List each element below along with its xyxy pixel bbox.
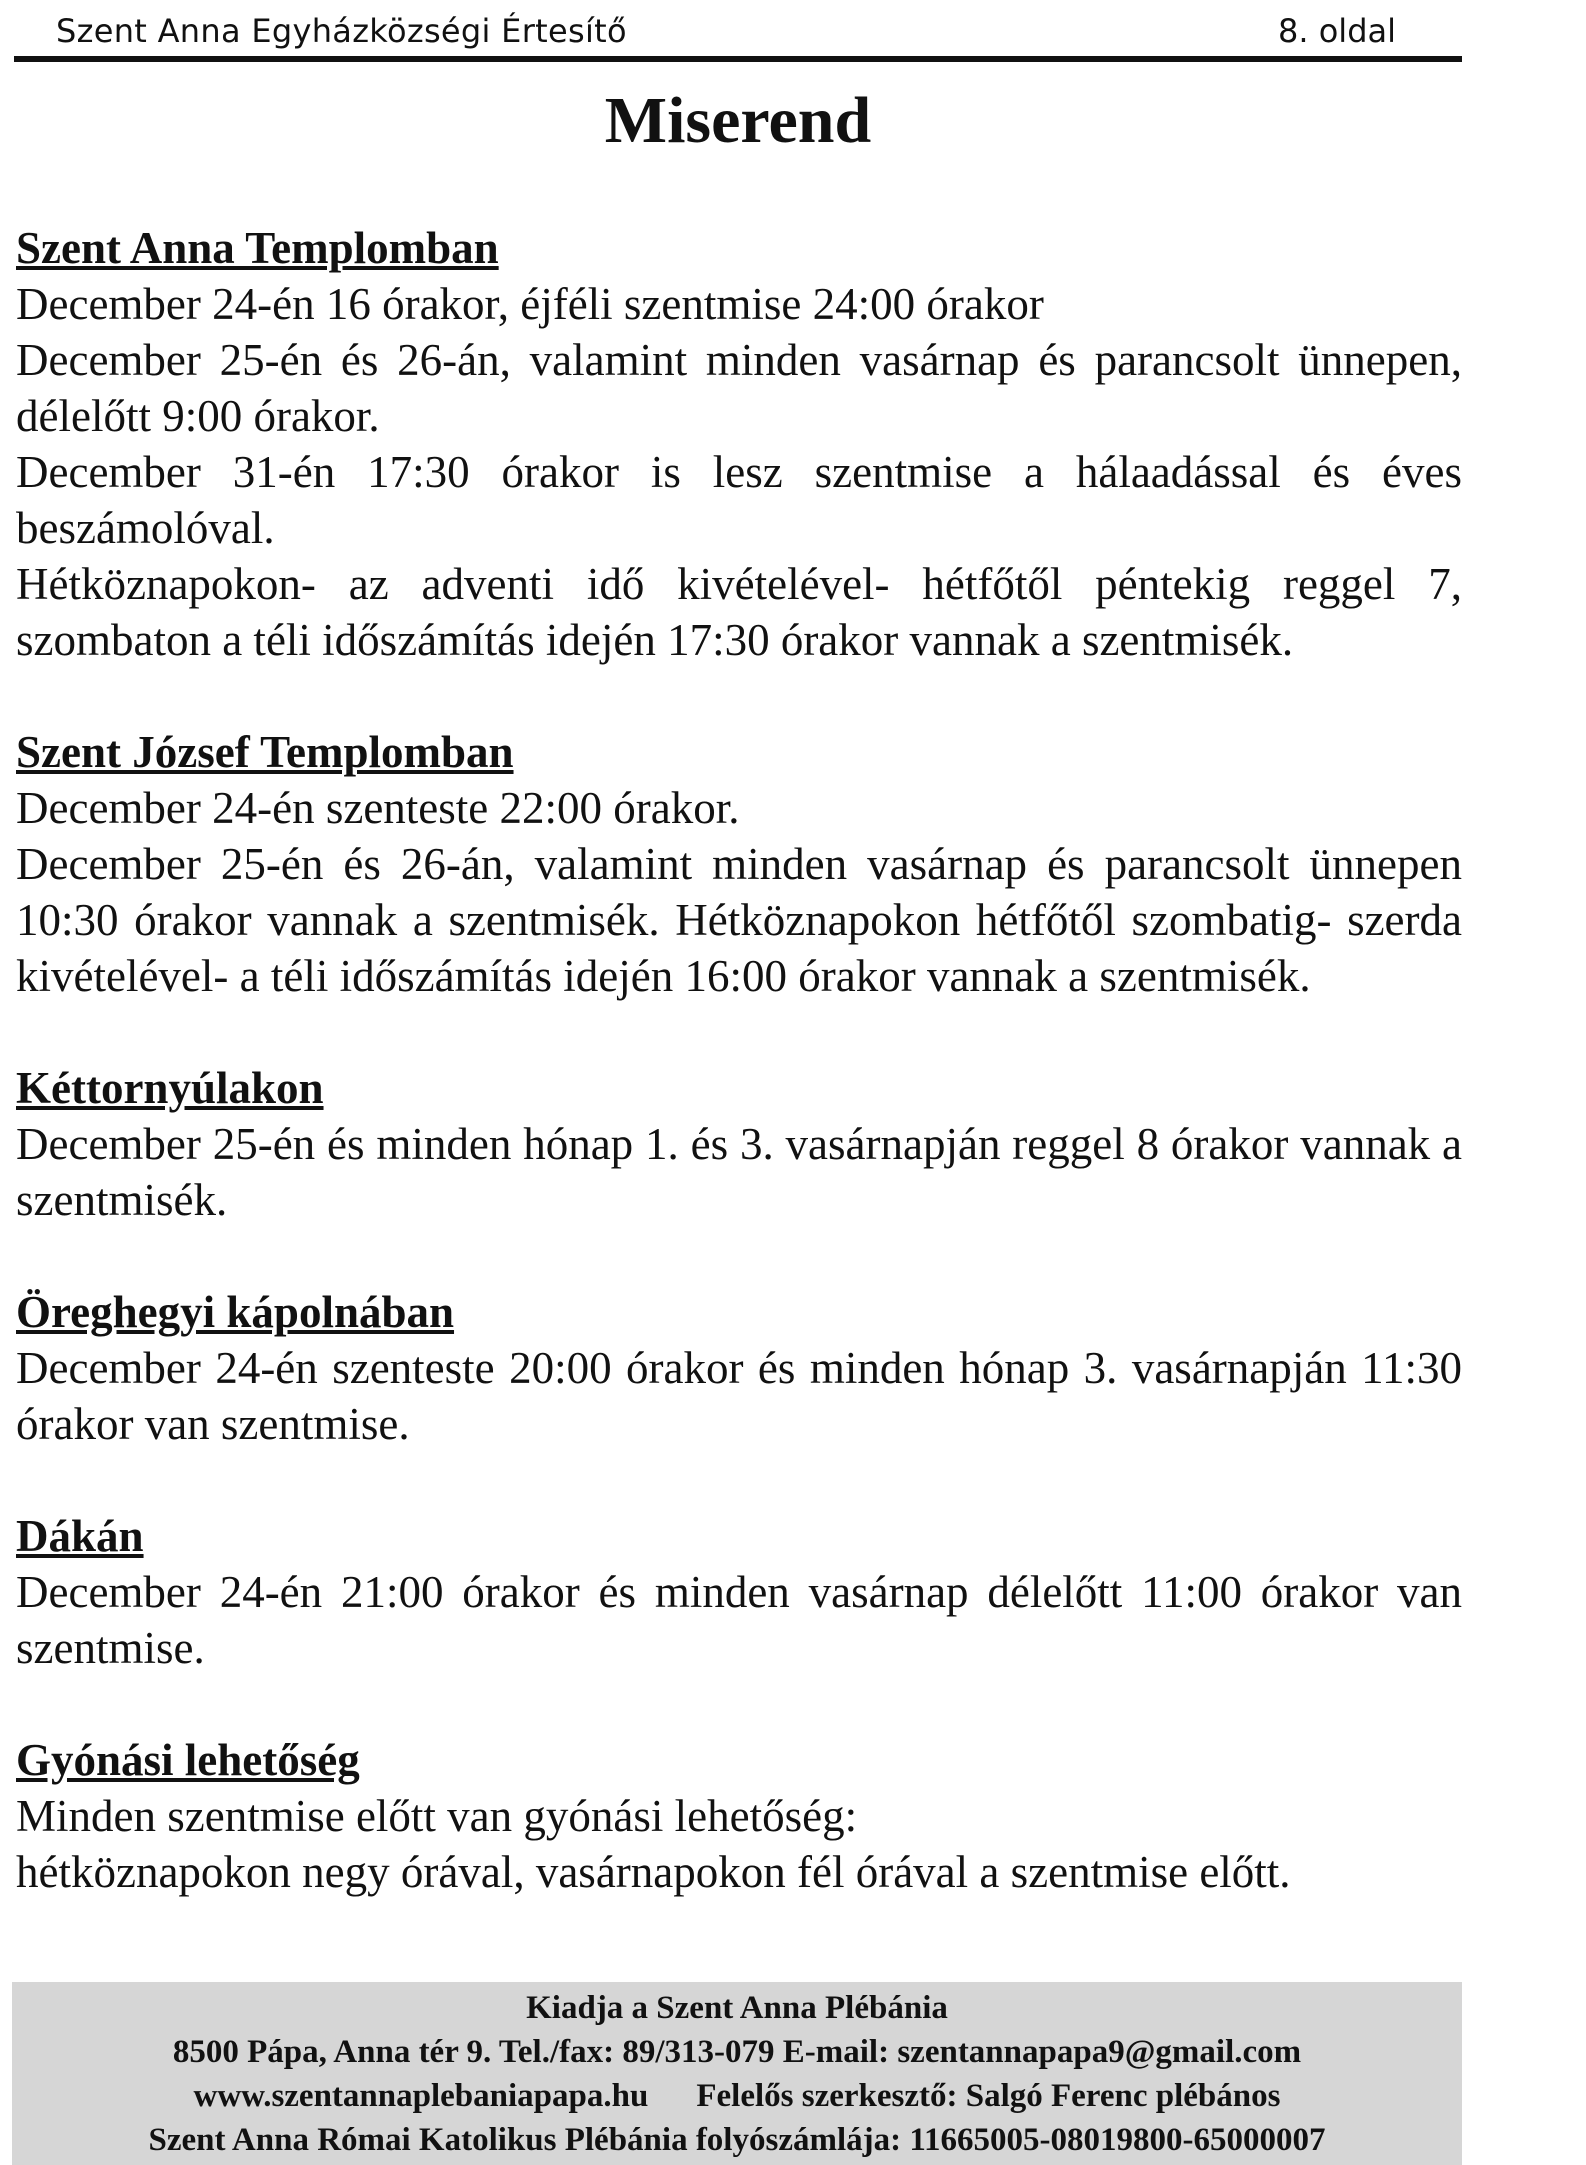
paragraph: December 24-én 21:00 órakor és minden vasárnap délelőtt 11:00 órakor van szentmise. — [16, 1567, 1462, 1673]
paragraph: Hétköznapokon- az adventi idő kivételével- hétfőtől péntekig reggel 7, szombaton a téli időszámítás idején 17:30 órakor vannak a szentmisék. — [16, 559, 1462, 665]
paragraph: December 31-én 17:30 órakor is lesz szentmise a hálaadással és éves beszámolóval. — [16, 447, 1462, 553]
paragraph: December 24-én szenteste 20:00 órakor és minden hónap 3. vasárnapján 11:30 órakor van szentmise. — [16, 1343, 1462, 1449]
section-heading: Szent Anna Templomban — [16, 223, 499, 273]
paragraph: December 24-én szenteste 22:00 órakor. — [16, 783, 740, 833]
section-heading: Gyónási lehetőség — [16, 1735, 360, 1785]
paragraph: Minden szentmise előtt van gyónási lehetőség: — [16, 1791, 858, 1841]
footer-website: www.szentannaplebaniapapa.hu — [193, 2078, 649, 2114]
footer-contact: 8500 Pápa, Anna tér 9. Tel./fax: 89/313-079 E-mail: szentannapapa9@gmail.com — [172, 2034, 1302, 2070]
footer-publisher: Kiadja a Szent Anna Plébánia — [526, 1990, 948, 2026]
publication-title: Szent Anna Egyházközségi Értesítő — [56, 12, 627, 50]
page-footer — [12, 1982, 1462, 2165]
section-heading: Kéttornyúlakon — [16, 1063, 324, 1113]
section-daka — [16, 1508, 1462, 1676]
section-heading: Szent József Templomban — [16, 727, 514, 777]
paragraph: December 24-én 16 órakor, éjféli szentmise 24:00 órakor — [16, 279, 1044, 329]
footer-web-editor-line — [12, 2074, 1462, 2118]
section-szent-jozsef — [16, 724, 1462, 1004]
section-kettornyulak — [16, 1060, 1462, 1228]
mass-schedule — [16, 220, 1462, 1900]
footer-account: Szent Anna Római Katolikus Plébánia folyószámlája: 11665005-08019800-65000007 — [148, 2122, 1326, 2158]
section-szent-anna — [16, 220, 1462, 668]
section-oreghegy — [16, 1284, 1462, 1452]
page-title: Miserend — [604, 84, 872, 157]
paragraph: December 25-én és 26-án, valamint minden vasárnap és parancsolt ünnepen, délelőtt 9:00 órakor. — [16, 335, 1462, 441]
paragraph: December 25-én és minden hónap 1. és 3. vasárnapján reggel 8 órakor vannak a szentmisék. — [16, 1119, 1462, 1225]
section-heading: Dákán — [16, 1511, 144, 1561]
paragraph: December 25-én és 26-án, valamint minden vasárnap és parancsolt ünnepen 10:30 órakor vannak a szentmisék. Hétköznapokon hétfőtől szombatig- szerda kivételével- a téli időszámítás idején 16:00 órakor vannak a szentmisék. — [16, 839, 1462, 1001]
footer-editor: Felelős szerkesztő: Salgó Ferenc plébános — [696, 2078, 1281, 2114]
page-header — [14, 12, 1462, 62]
page-number: 8. oldal — [1278, 12, 1396, 50]
paragraph: hétköznapokon negy órával, vasárnapokon fél órával a szentmise előtt. — [16, 1847, 1291, 1897]
section-gyonas — [16, 1732, 1462, 1900]
section-heading: Öreghegyi kápolnában — [16, 1287, 455, 1337]
